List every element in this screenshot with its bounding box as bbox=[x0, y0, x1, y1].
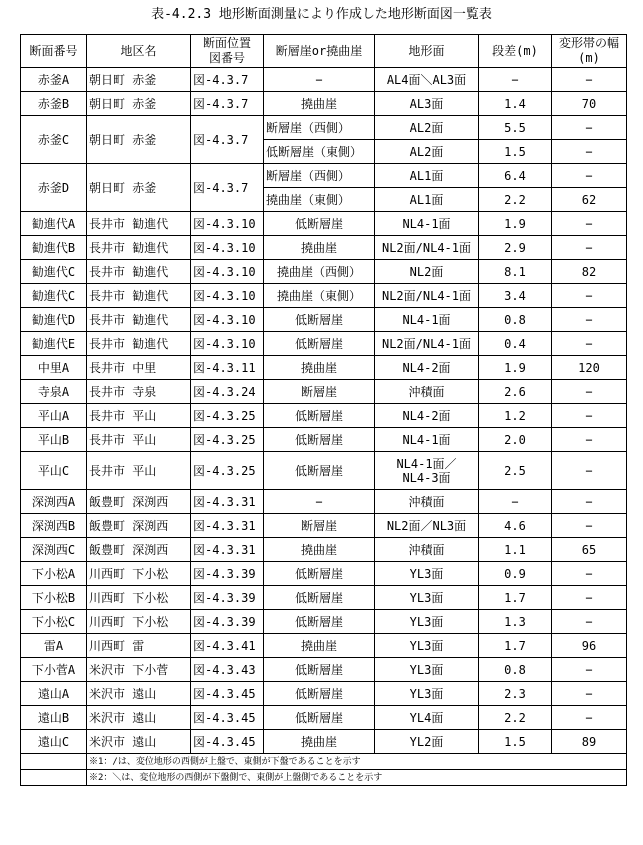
figure-no-cell: 図-4.3.39 bbox=[191, 610, 264, 634]
figure-no-cell: 図-4.3.10 bbox=[191, 212, 264, 236]
landform-cell: NL2面／NL3面 bbox=[375, 514, 479, 538]
landform-cell: NL4-1面 bbox=[375, 212, 479, 236]
section-no-cell: 下小松B bbox=[21, 586, 87, 610]
section-no-cell: 寺泉A bbox=[21, 380, 87, 404]
area-name-cell: 川西町 下小松 bbox=[87, 562, 191, 586]
landform-cell: YL3面 bbox=[375, 610, 479, 634]
figure-no-cell: 図-4.3.10 bbox=[191, 308, 264, 332]
section-no-cell: 深渕西A bbox=[21, 490, 87, 514]
area-name-cell: 米沢市 遠山 bbox=[87, 730, 191, 754]
table-row bbox=[21, 356, 627, 380]
width-cell: 96 bbox=[552, 634, 627, 658]
section-no-cell: 下小松A bbox=[21, 562, 87, 586]
landform-line: NL4-1面／ bbox=[396, 456, 457, 471]
offset-cell: 2.9 bbox=[479, 236, 552, 260]
area-name-cell: 長井市 勧進代 bbox=[87, 236, 191, 260]
offset-cell: 2.2 bbox=[479, 188, 552, 212]
scarp-type-cell: 撓曲崖 bbox=[264, 356, 375, 380]
offset-cell: 1.9 bbox=[479, 356, 552, 380]
figure-no-cell: 図-4.3.45 bbox=[191, 682, 264, 706]
area-name-cell: 川西町 雷 bbox=[87, 634, 191, 658]
section-no-cell: 赤釜D bbox=[21, 164, 87, 212]
offset-cell: 1.9 bbox=[479, 212, 552, 236]
offset-cell: − bbox=[479, 490, 552, 514]
section-no-cell: 平山A bbox=[21, 404, 87, 428]
landform-cell: NL2面 bbox=[375, 260, 479, 284]
table-row bbox=[21, 284, 627, 308]
figure-no-cell: 図-4.3.10 bbox=[191, 236, 264, 260]
landform-cell: YL3面 bbox=[375, 658, 479, 682]
area-name-cell: 長井市 平山 bbox=[87, 404, 191, 428]
width-cell: − bbox=[552, 610, 627, 634]
section-no-cell: 赤釜B bbox=[21, 92, 87, 116]
width-cell: 65 bbox=[552, 538, 627, 562]
area-name-cell: 長井市 寺泉 bbox=[87, 380, 191, 404]
area-name-cell: 朝日町 赤釜 bbox=[87, 164, 191, 212]
landform-cell: NL2面/NL4-1面 bbox=[375, 332, 479, 356]
table-row bbox=[21, 730, 627, 754]
section-no-cell: 雷A bbox=[21, 634, 87, 658]
offset-cell: 2.5 bbox=[479, 452, 552, 490]
figure-no-cell: 図-4.3.7 bbox=[191, 164, 264, 212]
offset-cell: 1.5 bbox=[479, 140, 552, 164]
table-row bbox=[21, 260, 627, 284]
offset-cell: 0.4 bbox=[479, 332, 552, 356]
width-cell: − bbox=[552, 308, 627, 332]
header-width-line1: 変形帯の幅 bbox=[558, 36, 619, 50]
table-row bbox=[21, 212, 627, 236]
header-width bbox=[552, 35, 627, 68]
width-cell: − bbox=[552, 68, 627, 92]
width-cell: 62 bbox=[552, 188, 627, 212]
table-body bbox=[21, 68, 627, 754]
figure-no-cell: 図-4.3.10 bbox=[191, 332, 264, 356]
offset-cell: 1.7 bbox=[479, 634, 552, 658]
area-name-cell: 長井市 勧進代 bbox=[87, 308, 191, 332]
landform-cell: 沖積面 bbox=[375, 490, 479, 514]
note-1: ※1：/は、変位地形の西側が上盤で、東側が下盤であることを示す bbox=[87, 754, 627, 770]
table-row bbox=[21, 116, 627, 140]
scarp-type-cell: 断層崖 bbox=[264, 514, 375, 538]
scarp-type-cell: 撓曲崖 bbox=[264, 730, 375, 754]
offset-cell: − bbox=[479, 68, 552, 92]
width-cell: − bbox=[552, 658, 627, 682]
width-cell: − bbox=[552, 404, 627, 428]
table-row bbox=[21, 308, 627, 332]
figure-no-cell: 図-4.3.39 bbox=[191, 562, 264, 586]
scarp-type-cell: 低断層崖 bbox=[264, 706, 375, 730]
figure-no-cell: 図-4.3.11 bbox=[191, 356, 264, 380]
scarp-type-cell: − bbox=[264, 490, 375, 514]
figure-no-cell: 図-4.3.10 bbox=[191, 260, 264, 284]
scarp-type-cell: 低断層崖 bbox=[264, 610, 375, 634]
scarp-type-cell: 低断層崖 bbox=[264, 682, 375, 706]
area-name-cell: 長井市 勧進代 bbox=[87, 284, 191, 308]
scarp-type-cell: 低断層崖（東側） bbox=[264, 140, 375, 164]
offset-cell: 8.1 bbox=[479, 260, 552, 284]
width-cell: − bbox=[552, 284, 627, 308]
header-figure-no bbox=[191, 35, 264, 68]
note-row bbox=[21, 770, 627, 786]
width-cell: 70 bbox=[552, 92, 627, 116]
scarp-type-cell: 低断層崖 bbox=[264, 212, 375, 236]
scarp-type-cell: 低断層崖 bbox=[264, 562, 375, 586]
section-no-cell: 中里A bbox=[21, 356, 87, 380]
area-name-cell: 朝日町 赤釜 bbox=[87, 92, 191, 116]
section-no-cell: 遠山B bbox=[21, 706, 87, 730]
section-no-cell: 勧進代D bbox=[21, 308, 87, 332]
table-row bbox=[21, 682, 627, 706]
figure-no-cell: 図-4.3.7 bbox=[191, 116, 264, 164]
scarp-type-cell: 撓曲崖（東側） bbox=[264, 188, 375, 212]
offset-cell: 1.3 bbox=[479, 610, 552, 634]
offset-cell: 0.9 bbox=[479, 562, 552, 586]
width-cell: 82 bbox=[552, 260, 627, 284]
section-no-cell: 下小松C bbox=[21, 610, 87, 634]
offset-cell: 6.4 bbox=[479, 164, 552, 188]
table-row bbox=[21, 658, 627, 682]
landform-cell: YL3面 bbox=[375, 634, 479, 658]
section-no-cell: 深渕西C bbox=[21, 538, 87, 562]
figure-no-cell: 図-4.3.43 bbox=[191, 658, 264, 682]
offset-cell: 3.4 bbox=[479, 284, 552, 308]
figure-no-cell: 図-4.3.25 bbox=[191, 452, 264, 490]
header-area-name: 地区名 bbox=[87, 35, 191, 68]
scarp-type-cell: 低断層崖 bbox=[264, 658, 375, 682]
figure-no-cell: 図-4.3.10 bbox=[191, 284, 264, 308]
landform-cell: YL3面 bbox=[375, 682, 479, 706]
width-cell: − bbox=[552, 236, 627, 260]
scarp-type-cell: 撓曲崖 bbox=[264, 538, 375, 562]
section-no-cell: 勧進代C bbox=[21, 284, 87, 308]
width-cell: − bbox=[552, 562, 627, 586]
figure-no-cell: 図-4.3.24 bbox=[191, 380, 264, 404]
section-no-cell: 平山B bbox=[21, 428, 87, 452]
figure-no-cell: 図-4.3.31 bbox=[191, 514, 264, 538]
landform-cell: YL4面 bbox=[375, 706, 479, 730]
offset-cell: 1.4 bbox=[479, 92, 552, 116]
table-row bbox=[21, 634, 627, 658]
figure-no-cell: 図-4.3.45 bbox=[191, 706, 264, 730]
table-row bbox=[21, 514, 627, 538]
width-cell: − bbox=[552, 514, 627, 538]
area-name-cell: 長井市 勧進代 bbox=[87, 260, 191, 284]
landform-cell bbox=[375, 452, 479, 490]
area-name-cell: 飯豊町 深渕西 bbox=[87, 514, 191, 538]
section-no-cell: 深渕西B bbox=[21, 514, 87, 538]
width-cell: − bbox=[552, 682, 627, 706]
section-no-cell: 勧進代A bbox=[21, 212, 87, 236]
area-name-cell: 川西町 下小松 bbox=[87, 586, 191, 610]
table-row bbox=[21, 610, 627, 634]
landform-cell: YL3面 bbox=[375, 562, 479, 586]
header-section-no: 断面番号 bbox=[21, 35, 87, 68]
figure-no-cell: 図-4.3.39 bbox=[191, 586, 264, 610]
width-cell: − bbox=[552, 116, 627, 140]
table-row bbox=[21, 452, 627, 490]
figure-no-cell: 図-4.3.31 bbox=[191, 538, 264, 562]
width-cell: − bbox=[552, 586, 627, 610]
area-name-cell: 長井市 中里 bbox=[87, 356, 191, 380]
landform-cell: AL4面＼AL3面 bbox=[375, 68, 479, 92]
scarp-type-cell: 撓曲崖（西側） bbox=[264, 260, 375, 284]
area-name-cell: 川西町 下小松 bbox=[87, 610, 191, 634]
section-no-cell: 勧進代E bbox=[21, 332, 87, 356]
offset-cell: 1.5 bbox=[479, 730, 552, 754]
figure-no-cell: 図-4.3.41 bbox=[191, 634, 264, 658]
table-row bbox=[21, 490, 627, 514]
section-no-cell: 赤釜C bbox=[21, 116, 87, 164]
header-scarp-type: 断層崖or撓曲崖 bbox=[264, 35, 375, 68]
landform-cell: NL4-1面 bbox=[375, 428, 479, 452]
header-figure-no-line1: 断面位置 bbox=[202, 36, 251, 50]
scarp-type-cell: 低断層崖 bbox=[264, 404, 375, 428]
scarp-type-cell: 撓曲崖 bbox=[264, 236, 375, 260]
table-row bbox=[21, 706, 627, 730]
header-figure-no-line2: 図番号 bbox=[208, 51, 245, 65]
table-row bbox=[21, 164, 627, 188]
figure-no-cell: 図-4.3.45 bbox=[191, 730, 264, 754]
table-row bbox=[21, 562, 627, 586]
header-width-line2: (m) bbox=[578, 51, 600, 65]
landform-cell: AL1面 bbox=[375, 164, 479, 188]
figure-no-cell: 図-4.3.25 bbox=[191, 428, 264, 452]
table-row bbox=[21, 332, 627, 356]
note-blank-cell bbox=[21, 754, 87, 770]
table-row bbox=[21, 538, 627, 562]
section-no-cell: 平山C bbox=[21, 452, 87, 490]
table-title: 表-4.2.3 地形断面測量により作成した地形断面図一覧表 bbox=[151, 7, 492, 22]
area-name-cell: 朝日町 赤釜 bbox=[87, 116, 191, 164]
area-name-cell: 長井市 平山 bbox=[87, 452, 191, 490]
table-row bbox=[21, 380, 627, 404]
width-cell: − bbox=[552, 428, 627, 452]
width-cell: − bbox=[552, 212, 627, 236]
area-name-cell: 米沢市 遠山 bbox=[87, 706, 191, 730]
note-blank-cell bbox=[21, 770, 87, 786]
offset-cell: 0.8 bbox=[479, 658, 552, 682]
width-cell: − bbox=[552, 332, 627, 356]
section-no-cell: 遠山A bbox=[21, 682, 87, 706]
scarp-type-cell: 低断層崖 bbox=[264, 586, 375, 610]
offset-cell: 2.2 bbox=[479, 706, 552, 730]
width-cell: 120 bbox=[552, 356, 627, 380]
scarp-type-cell: 撓曲崖（東側） bbox=[264, 284, 375, 308]
landform-profile-table bbox=[20, 34, 627, 786]
table-row bbox=[21, 236, 627, 260]
scarp-type-cell: 低断層崖 bbox=[264, 308, 375, 332]
area-name-cell: 米沢市 遠山 bbox=[87, 682, 191, 706]
figure-no-cell: 図-4.3.31 bbox=[191, 490, 264, 514]
area-name-cell: 朝日町 赤釜 bbox=[87, 68, 191, 92]
offset-cell: 5.5 bbox=[479, 116, 552, 140]
landform-cell: 沖積面 bbox=[375, 380, 479, 404]
section-no-cell: 勧進代C bbox=[21, 260, 87, 284]
landform-cell: AL2面 bbox=[375, 116, 479, 140]
section-no-cell: 遠山C bbox=[21, 730, 87, 754]
header-row bbox=[21, 35, 627, 68]
scarp-type-cell: − bbox=[264, 68, 375, 92]
width-cell: − bbox=[552, 140, 627, 164]
landform-cell: YL2面 bbox=[375, 730, 479, 754]
scarp-type-cell: 断層崖（西側） bbox=[264, 116, 375, 140]
area-name-cell: 長井市 勧進代 bbox=[87, 332, 191, 356]
offset-cell: 2.0 bbox=[479, 428, 552, 452]
offset-cell: 1.7 bbox=[479, 586, 552, 610]
scarp-type-cell: 低断層崖 bbox=[264, 452, 375, 490]
figure-no-cell: 図-4.3.25 bbox=[191, 404, 264, 428]
scarp-type-cell: 低断層崖 bbox=[264, 428, 375, 452]
scarp-type-cell: 断層崖 bbox=[264, 380, 375, 404]
figure-no-cell: 図-4.3.7 bbox=[191, 68, 264, 92]
header-landform: 地形面 bbox=[375, 35, 479, 68]
landform-cell: AL1面 bbox=[375, 188, 479, 212]
offset-cell: 2.3 bbox=[479, 682, 552, 706]
area-name-cell: 飯豊町 深渕西 bbox=[87, 490, 191, 514]
landform-cell: AL2面 bbox=[375, 140, 479, 164]
area-name-cell: 米沢市 下小菅 bbox=[87, 658, 191, 682]
width-cell: − bbox=[552, 706, 627, 730]
scarp-type-cell: 低断層崖 bbox=[264, 332, 375, 356]
figure-no-cell: 図-4.3.7 bbox=[191, 92, 264, 116]
area-name-cell: 飯豊町 深渕西 bbox=[87, 538, 191, 562]
table-row bbox=[21, 68, 627, 92]
note-2: ※2：＼は、変位地形の西側が下盤側で、東側が上盤側であることを示す bbox=[87, 770, 627, 786]
landform-cell: NL4-1面 bbox=[375, 308, 479, 332]
offset-cell: 1.1 bbox=[479, 538, 552, 562]
area-name-cell: 長井市 勧進代 bbox=[87, 212, 191, 236]
landform-cell: NL2面/NL4-1面 bbox=[375, 284, 479, 308]
landform-cell: 沖積面 bbox=[375, 538, 479, 562]
landform-cell: YL3面 bbox=[375, 586, 479, 610]
scarp-type-cell: 撓曲崖 bbox=[264, 634, 375, 658]
section-no-cell: 勧進代B bbox=[21, 236, 87, 260]
width-cell: − bbox=[552, 452, 627, 490]
offset-cell: 0.8 bbox=[479, 308, 552, 332]
landform-cell: NL2面/NL4-1面 bbox=[375, 236, 479, 260]
landform-cell: NL4-2面 bbox=[375, 356, 479, 380]
table-row bbox=[21, 92, 627, 116]
area-name-cell: 長井市 平山 bbox=[87, 428, 191, 452]
scarp-type-cell: 撓曲崖 bbox=[264, 92, 375, 116]
scarp-type-cell: 断層崖（西側） bbox=[264, 164, 375, 188]
note-row bbox=[21, 754, 627, 770]
width-cell: − bbox=[552, 380, 627, 404]
width-cell: − bbox=[552, 164, 627, 188]
table-row bbox=[21, 428, 627, 452]
landform-line: NL4-3面 bbox=[402, 470, 451, 485]
offset-cell: 4.6 bbox=[479, 514, 552, 538]
offset-cell: 1.2 bbox=[479, 404, 552, 428]
landform-cell: NL4-2面 bbox=[375, 404, 479, 428]
section-no-cell: 赤釜A bbox=[21, 68, 87, 92]
section-no-cell: 下小菅A bbox=[21, 658, 87, 682]
width-cell: − bbox=[552, 490, 627, 514]
offset-cell: 2.6 bbox=[479, 380, 552, 404]
header-offset: 段差(m) bbox=[479, 35, 552, 68]
table-row bbox=[21, 404, 627, 428]
landform-cell: AL3面 bbox=[375, 92, 479, 116]
table-row bbox=[21, 586, 627, 610]
width-cell: 89 bbox=[552, 730, 627, 754]
